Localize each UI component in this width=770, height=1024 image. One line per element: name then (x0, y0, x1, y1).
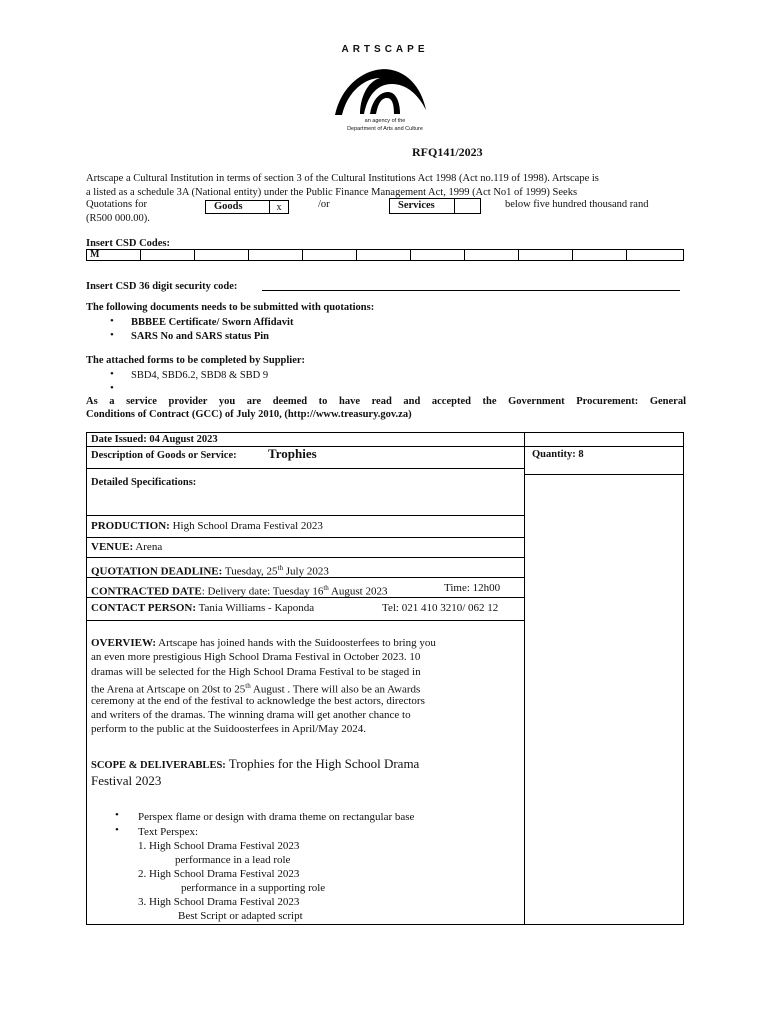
overview-line: an even more prestigious High School Drama Festival in October 2023. 10 (91, 651, 421, 663)
description-value: Trophies (268, 446, 317, 461)
scope-list-sub: performance in a supporting role (181, 882, 326, 894)
overview-sup: th (245, 682, 251, 690)
goods-label: Goods (214, 201, 243, 212)
bullet-icon: • (110, 382, 114, 394)
csd-security-label: Insert CSD 36 digit security code: (86, 281, 238, 292)
intro-line-1: Artscape a Cultural Institution in terms of section 3 of the Cultural Institutions Act 1998 (Act no.119 of 1998). Artscape is (86, 173, 599, 184)
overview-text: the Arena at Artscape on 20st to 25 (91, 683, 246, 696)
scope-list-item: 3. High School Drama Festival 2023 (138, 896, 300, 908)
services-checkbox-label-box (389, 198, 455, 214)
production-label: PRODUCTION: (91, 520, 170, 532)
table-divider (86, 468, 524, 469)
scope-heading (91, 756, 419, 772)
table-column-divider (524, 432, 525, 925)
contact-tel: Tel: 021 410 3210/ 062 12 (382, 602, 499, 614)
csd-cell[interactable]: M (86, 249, 141, 261)
csd-code-cells[interactable] (86, 249, 684, 261)
scope-list-item: 2. High School Drama Festival 2023 (138, 868, 300, 880)
deadline-end: July 2023 (283, 565, 329, 578)
scope-bullet: Perspex flame or design with drama theme on rectangular base (138, 811, 415, 823)
overview-line: perform to the public at the Suidoosterfees in April/May 2024. (91, 723, 366, 735)
intro-line-2: a listed as a schedule 3A (National entity) under the Public Finance Management Act, 1999 (Act No1 of 1999) Seeks (86, 187, 578, 198)
table-divider (86, 557, 524, 558)
date-issued: Date Issued: 04 August 2023 (91, 434, 218, 445)
csd-cell[interactable] (410, 249, 465, 261)
goods-checkbox-label-box (205, 200, 270, 214)
production-row (91, 519, 323, 533)
logo-tagline-2: Department of Arts and Culture (347, 126, 423, 132)
services-label: Services (398, 200, 435, 211)
csd-cell[interactable] (356, 249, 411, 261)
contact-label: CONTACT PERSON: (91, 602, 197, 614)
contracted-row (91, 581, 387, 599)
quantity: Quantity: 8 (532, 449, 584, 460)
form-item: SBD4, SBD6.2, SBD8 & SBD 9 (131, 370, 269, 381)
overview-line: ceremony at the end of the festival to acknowledge the best actors, directors (91, 695, 425, 707)
csd-cell[interactable] (464, 249, 519, 261)
bullet-icon: • (110, 315, 114, 327)
deadline-row (91, 561, 329, 579)
scope-list-item: 1. High School Drama Festival 2023 (138, 840, 300, 852)
contracted-sup: th (323, 584, 329, 592)
bullet-icon: • (110, 329, 114, 341)
delivery-time: Time: 12h00 (444, 582, 501, 594)
scope-title: Trophies for the High School Drama (228, 756, 420, 771)
csd-cell[interactable] (194, 249, 249, 261)
or-text: /or (318, 199, 330, 210)
gcc-line-2: Conditions of Contract (GCC) of July 2010, (http://www.treasury.gov.za) (86, 409, 412, 420)
table-divider (86, 577, 524, 578)
production-value: High School Drama Festival 2023 (172, 520, 323, 532)
table-divider (86, 537, 524, 538)
contracted-end: August 2023 (328, 585, 388, 598)
deadline-label: QUOTATION DEADLINE: (91, 565, 223, 578)
scope-list-sub: Best Script or adapted script (178, 910, 303, 922)
amount-text: (R500 000.00). (86, 213, 150, 224)
services-checkbox[interactable] (454, 198, 481, 214)
venue-label: VENUE: (91, 541, 134, 553)
csd-cell[interactable] (302, 249, 357, 261)
forms-heading: The attached forms to be completed by Supplier: (86, 355, 306, 366)
table-divider (86, 597, 524, 598)
venue-row (91, 540, 162, 554)
documents-heading: The following documents needs to be submitted with quotations: (86, 302, 375, 313)
scope-list-sub: performance in a lead role (175, 854, 291, 866)
table-divider (86, 515, 524, 516)
deadline-value: Tuesday, 25 (224, 565, 278, 578)
document-item: SARS No and SARS status Pin (131, 331, 270, 342)
csd-cell[interactable] (626, 249, 684, 261)
bullet-icon: • (115, 809, 119, 821)
csd-cell[interactable] (572, 249, 627, 261)
logo-wordmark: ARTSCAPE (341, 44, 429, 55)
logo-arch-icon (330, 60, 430, 118)
contact-value: Tania Williams - Kaponda (198, 602, 315, 614)
scope-bullet: Text Perspex: (138, 826, 199, 838)
csd-cell[interactable] (518, 249, 573, 261)
description-label: Description of Goods or Service: (91, 450, 237, 461)
overview-text: Artscape has joined hands with the Suidoosterfees to bring you (156, 637, 436, 649)
overview-line (91, 636, 436, 650)
overview-line: and writers of the dramas. The winning drama will get another chance to (91, 709, 411, 721)
overview-label: OVERVIEW: (91, 637, 157, 649)
table-divider (86, 620, 524, 621)
table-divider (524, 446, 684, 447)
venue-value: Arena (135, 541, 163, 553)
deadline-sup: th (277, 564, 283, 572)
contact-row (91, 601, 314, 615)
rfq-number: RFQ141/2023 (412, 145, 483, 159)
contracted-label: CONTRACTED DATE (91, 585, 202, 598)
gcc-line-1: As a service provider you are deemed to have read and accepted the Government Procurement: General (86, 396, 686, 407)
csd-codes-label: Insert CSD Codes: (86, 238, 170, 249)
overview-text: August . There will also be an Awards (250, 683, 421, 696)
quotations-for-label: Quotations for (86, 199, 147, 210)
csd-cell[interactable] (140, 249, 195, 261)
scope-title-2: Festival 2023 (91, 773, 162, 788)
csd-cell[interactable] (248, 249, 303, 261)
scope-label: SCOPE & DELIVERABLES: (91, 760, 226, 771)
logo-tagline-1: an agency of the (364, 118, 406, 124)
overview-line: dramas will be selected for the High School Drama Festival to be staged in (91, 666, 421, 678)
table-divider (524, 474, 684, 475)
detailed-spec-label: Detailed Specifications: (91, 477, 197, 488)
below-threshold-text: below five hundred thousand rand (505, 199, 649, 210)
security-code-line[interactable] (262, 290, 680, 291)
bullet-icon: • (115, 824, 119, 836)
document-item: BBBEE Certificate/ Sworn Affidavit (131, 317, 294, 328)
bullet-icon: • (110, 368, 114, 380)
contracted-value: : Delivery date: Tuesday 16 (201, 585, 324, 598)
goods-checkbox[interactable]: x (269, 200, 289, 214)
